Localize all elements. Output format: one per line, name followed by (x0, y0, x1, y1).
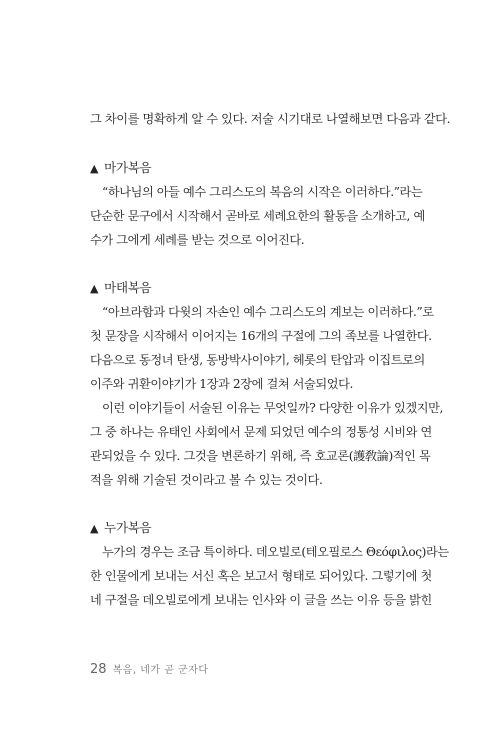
section-heading-matthew (90, 280, 151, 297)
paragraph-line: 한 인물에게 보내는 서신 혹은 보고서 형태로 되어있다. 그렇기에 첫 (90, 569, 432, 583)
triangle-icon: ▲ (90, 162, 99, 175)
paragraph-line: 수가 그에게 세례를 받는 것으로 이어진다. (90, 233, 305, 247)
paragraph-line: 네 구절을 데오빌로에게 보내는 인사와 이 글을 쓰는 이유 등을 밝힌 (90, 593, 432, 607)
section-heading-mark (90, 160, 151, 177)
running-title: 복음, 네가 곧 군자다 (112, 665, 209, 676)
paragraph-line: 관되었을 수 있다. 그것을 변론하기 위해, 즉 호교론(護敎論)적인 목 (90, 449, 431, 463)
page-footer (90, 658, 209, 677)
paragraph-line: “하나님의 아들 예수 그리스도의 복음의 시작은 이러하다.”라는 (102, 185, 423, 199)
paragraph-line: 이런 이야기들이 서술된 이유는 무엇일까? 다양한 이유가 있겠지만, (102, 401, 444, 415)
intro-text: 그 차이를 명확하게 알 수 있다. 저술 시기대로 나열해보면 다음과 같다. (90, 112, 451, 126)
paragraph-line: 그 중 하나는 유태인 사회에서 문제 되었던 예수의 정통성 시비와 연 (90, 425, 432, 439)
paragraph-line: 이주와 귀환이야기가 1장과 2장에 걸쳐 서술되었다. (90, 377, 354, 391)
section-title: 마가복음 (104, 160, 152, 175)
triangle-icon: ▲ (90, 522, 99, 535)
paragraph-line: 누가의 경우는 조금 특이하다. 데오빌로(테오필로스 Θεόφιλος)라는 (102, 545, 449, 559)
paragraph-line: 첫 문장을 시작해서 이어지는 16개의 구절에 그의 족보를 나열한다. (90, 329, 432, 343)
triangle-icon: ▲ (90, 282, 99, 295)
section-title: 누가복음 (104, 520, 152, 535)
paragraph-line: 다음으로 동정녀 탄생, 동방박사이야기, 헤롯의 탄압과 이집트로의 (90, 353, 425, 367)
page-number: 28 (90, 662, 107, 677)
section-title: 마태복음 (104, 280, 152, 295)
paragraph-line: 단순한 문구에서 시작해서 곧바로 세례요한의 활동을 소개하고, 예 (90, 209, 425, 223)
section-heading-luke (90, 520, 151, 537)
paragraph-line: “아브라함과 다윗의 자손인 예수 그리스도의 계보는 이러하다.”로 (102, 305, 434, 319)
paragraph-line: 적을 위해 기술된 것이라고 볼 수 있는 것이다. (90, 473, 323, 487)
